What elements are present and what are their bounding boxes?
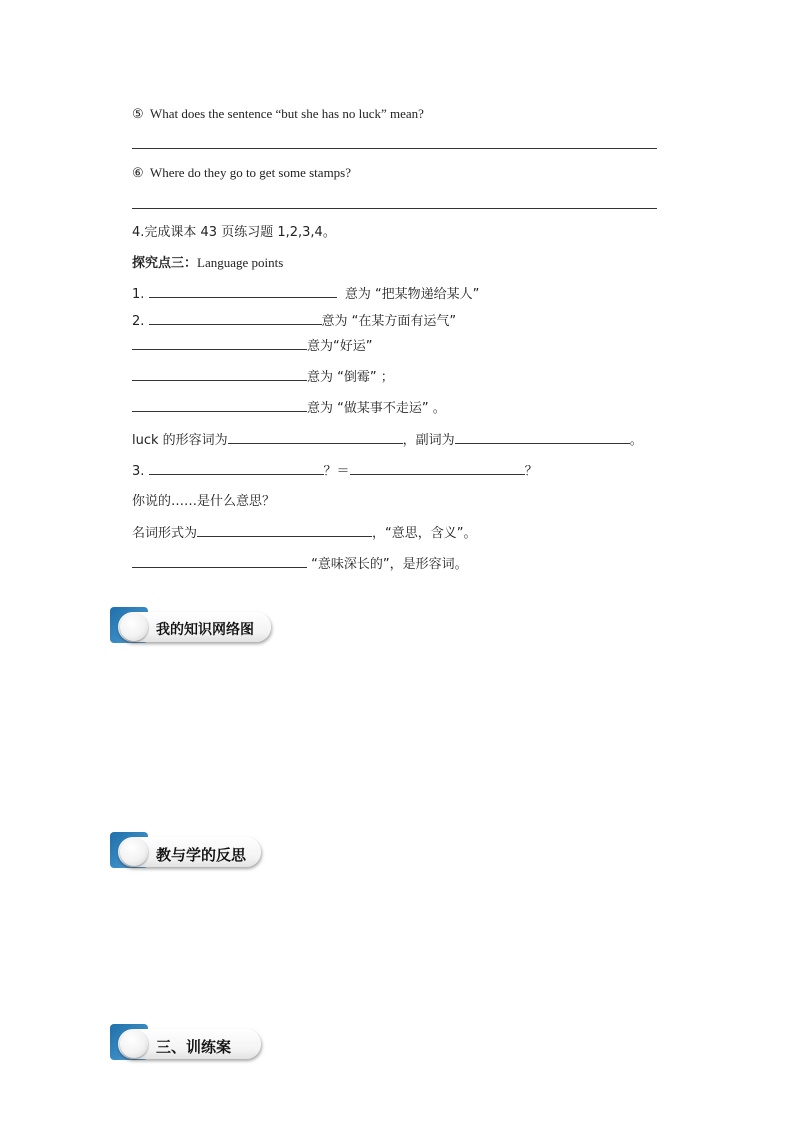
language-point-1 bbox=[132, 283, 479, 302]
task-4: 4.完成课本 43 页练习题 1,2,3,4。 bbox=[132, 225, 336, 240]
fill-blank-adjective[interactable] bbox=[228, 431, 403, 444]
question-text: What does the sentence “but she has no luck” mean? bbox=[149, 106, 424, 121]
fill-blank[interactable] bbox=[132, 555, 307, 568]
answer-line-6[interactable] bbox=[132, 208, 657, 209]
explore-point-3 bbox=[132, 252, 283, 271]
fill-blank[interactable] bbox=[149, 312, 322, 325]
item-number: 2. bbox=[132, 314, 145, 329]
noun-form bbox=[132, 522, 477, 541]
item-text: “意味深长的”，是形容词。 bbox=[311, 557, 468, 572]
fill-blank-adverb[interactable] bbox=[455, 431, 630, 444]
item-text: luck 的形容词为 bbox=[132, 433, 228, 448]
item-text: 意为“好运” bbox=[307, 339, 373, 354]
fill-blank[interactable] bbox=[197, 524, 372, 537]
language-point-bad-luck bbox=[132, 366, 394, 385]
fill-blank[interactable] bbox=[132, 399, 307, 412]
fill-blank[interactable] bbox=[350, 462, 525, 475]
item-text: 意为 “把某物递给某人” bbox=[344, 287, 480, 302]
question-number: ⑤ bbox=[132, 106, 144, 121]
language-point-2 bbox=[132, 310, 456, 329]
item-text: ？ bbox=[524, 464, 538, 479]
fill-blank[interactable] bbox=[149, 285, 337, 298]
question-5 bbox=[132, 106, 424, 122]
fill-blank[interactable] bbox=[132, 337, 307, 350]
language-point-3 bbox=[132, 460, 538, 479]
fill-blank[interactable] bbox=[149, 462, 324, 475]
adjective-form bbox=[132, 553, 468, 572]
language-point-good-luck bbox=[132, 335, 372, 354]
answer-line-5[interactable] bbox=[132, 148, 657, 149]
question-6 bbox=[132, 165, 351, 181]
language-point-unlucky bbox=[132, 397, 446, 416]
heading-circle-icon bbox=[120, 613, 148, 641]
section-title: 三、训练案 bbox=[156, 1038, 232, 1056]
item-text: 名词形式为 bbox=[132, 526, 198, 541]
item-text: 意为 “倒霉” ； bbox=[307, 370, 394, 385]
question-text: Where do they go to get some stamps? bbox=[149, 165, 352, 180]
meaning-question: 你说的……是什么意思？ bbox=[132, 494, 276, 509]
heading-circle-icon bbox=[120, 838, 148, 866]
item-text: ？＝ bbox=[323, 464, 350, 479]
luck-word-forms bbox=[132, 429, 643, 448]
heading-circle-icon bbox=[120, 1030, 148, 1058]
item-text: 。 bbox=[629, 433, 643, 448]
item-text: 意为 “做某事不走运” 。 bbox=[307, 401, 446, 416]
section-title: 教与学的反思 bbox=[156, 846, 247, 864]
item-text: ，“意思，含义”。 bbox=[372, 526, 477, 541]
explore-title: 探究点三： bbox=[132, 256, 198, 271]
fill-blank[interactable] bbox=[132, 368, 307, 381]
item-text: ，副词为 bbox=[402, 433, 455, 448]
section-title: 我的知识网络图 bbox=[156, 622, 254, 638]
item-text: 意为 “在某方面有运气” bbox=[321, 314, 457, 329]
item-number: 3. bbox=[132, 464, 145, 479]
question-number: ⑥ bbox=[132, 165, 144, 180]
item-number: 1. bbox=[132, 287, 145, 302]
explore-subtitle: Language points bbox=[197, 255, 284, 270]
